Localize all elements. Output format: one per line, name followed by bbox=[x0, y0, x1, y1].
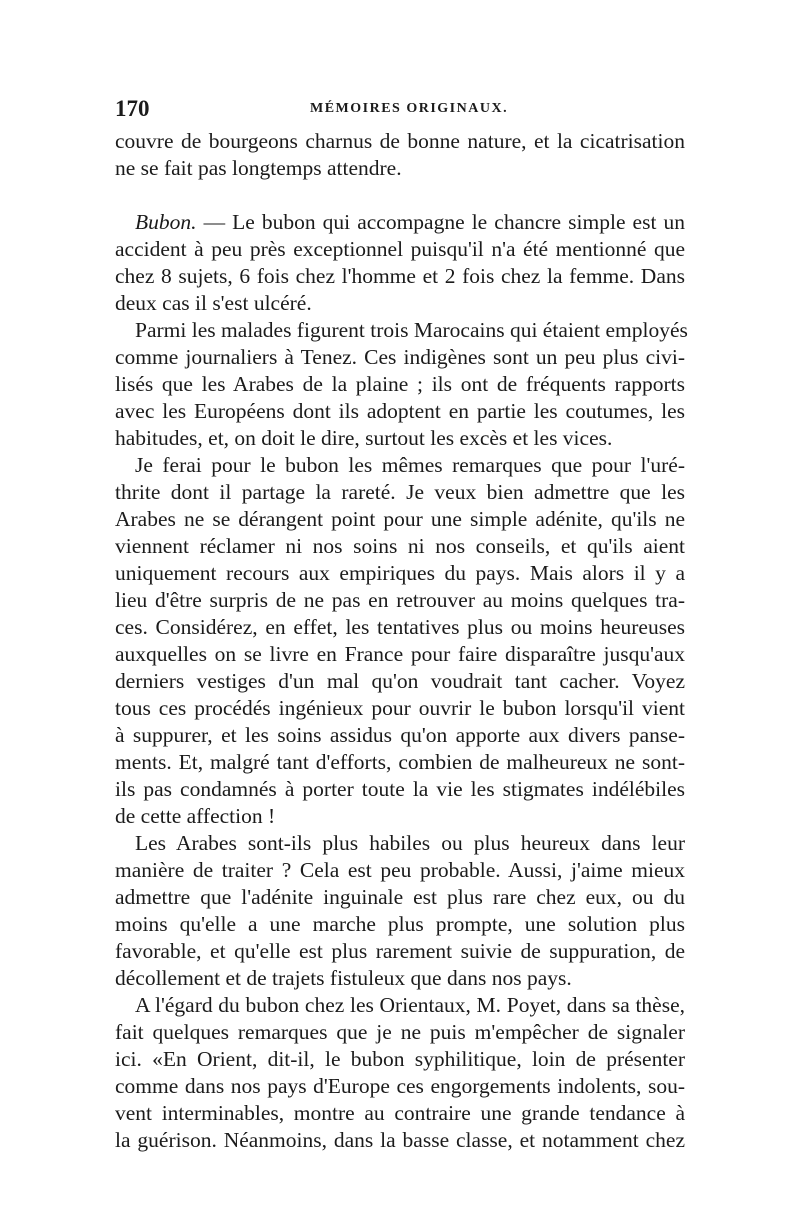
text-line bbox=[115, 209, 685, 236]
text-line: viennent réclamer ni nos soins ni nos conseils, et qu'ils aient bbox=[115, 534, 685, 558]
text-line: couvre de bourgeons charnus de bonne nature, et la cicatrisation bbox=[115, 129, 685, 153]
text-line-rest: — Le bubon qui accompagne le chancre simple est un bbox=[196, 210, 685, 234]
text-line: accident à peu près exceptionnel puisqu'il n'a été mentionné que bbox=[115, 237, 685, 261]
text-line: Arabes ne se dérangent point pour une simple adénite, qu'ils ne bbox=[115, 507, 685, 531]
body-text bbox=[115, 128, 688, 1154]
text-line: chez 8 sujets, 6 fois chez l'homme et 2 fois chez la femme. Dans bbox=[115, 264, 685, 288]
page-number: 170 bbox=[115, 96, 150, 121]
text-line: moins qu'elle a une marche plus prompte, une solution plus bbox=[115, 912, 685, 936]
text-line: lisés que les Arabes de la plaine ; ils ont de fréquents rapports bbox=[115, 372, 685, 396]
text-line: admettre que l'adénite inguinale est plus rare chez eux, ou du bbox=[115, 885, 685, 909]
text-line: habitudes, et, on doit le dire, surtout les excès et les vices. bbox=[115, 426, 613, 450]
text-line: ments. Et, malgré tant d'efforts, combien de malheureux ne sont- bbox=[115, 750, 685, 774]
text-line: avec les Européens dont ils adoptent en partie les coutumes, les bbox=[115, 399, 685, 423]
text-line: comme journaliers à Tenez. Ces indigènes sont un peu plus civi- bbox=[115, 345, 685, 369]
text-line: deux cas il s'est ulcéré. bbox=[115, 291, 312, 315]
text-line: favorable, et qu'elle est plus rarement suivie de suppuration, de bbox=[115, 939, 685, 963]
text-line: ici. «En Orient, dit-il, le bubon syphilitique, loin de présenter bbox=[115, 1047, 685, 1071]
text-line: tous ces procédés ingénieux pour ouvrir le bubon lorsqu'il vient bbox=[115, 696, 685, 720]
text-line: A l'égard du bubon chez les Orientaux, M. Poyet, dans sa thèse, bbox=[135, 993, 685, 1017]
section-lead: Bubon. bbox=[135, 210, 197, 234]
text-line: ils pas condamnés à porter toute la vie les stigmates indélébiles bbox=[115, 777, 685, 801]
text-line: ne se fait pas longtemps attendre. bbox=[115, 156, 402, 180]
paragraph-gap bbox=[115, 182, 685, 209]
text-line: décollement et de trajets fistuleux que dans nos pays. bbox=[115, 966, 572, 990]
text-line: Les Arabes sont-ils plus habiles ou plus heureux dans leur bbox=[135, 831, 685, 855]
text-line: la guérison. Néanmoins, dans la basse classe, et notamment chez bbox=[115, 1128, 685, 1152]
text-line: manière de traiter ? Cela est peu probable. Aussi, j'aime mieux bbox=[115, 858, 685, 882]
text-line: lieu d'être surpris de ne pas en retrouver au moins quelques tra- bbox=[115, 588, 685, 612]
text-line: ces. Considérez, en effet, les tentatives plus ou moins heureuses bbox=[115, 615, 685, 639]
running-title: MÉMOIRES ORIGINAUX. bbox=[310, 101, 509, 116]
text-line: derniers vestiges d'un mal qu'on voudrait tant cacher. Voyez bbox=[115, 669, 685, 693]
text-line: thrite dont il partage la rareté. Je veux bien admettre que les bbox=[115, 480, 685, 504]
running-head bbox=[115, 96, 685, 122]
text-line: auxquelles on se livre en France pour faire disparaître jusqu'aux bbox=[115, 642, 685, 666]
text-line: de cette affection ! bbox=[115, 804, 276, 828]
text-line: fait quelques remarques que je ne puis m'empêcher de signaler bbox=[115, 1020, 685, 1044]
text-line: comme dans nos pays d'Europe ces engorgements indolents, sou- bbox=[115, 1074, 685, 1098]
text-line: Je ferai pour le bubon les mêmes remarques que pour l'uré- bbox=[135, 453, 685, 477]
text-line: vent interminables, montre au contraire une grande tendance à bbox=[115, 1101, 685, 1125]
text-line: uniquement recours aux empiriques du pays. Mais alors il y a bbox=[115, 561, 685, 585]
text-line: Parmi les malades figurent trois Marocains qui étaient employés bbox=[135, 318, 688, 342]
text-line: à suppurer, et les soins assidus qu'on apporte aux divers panse- bbox=[115, 723, 685, 747]
